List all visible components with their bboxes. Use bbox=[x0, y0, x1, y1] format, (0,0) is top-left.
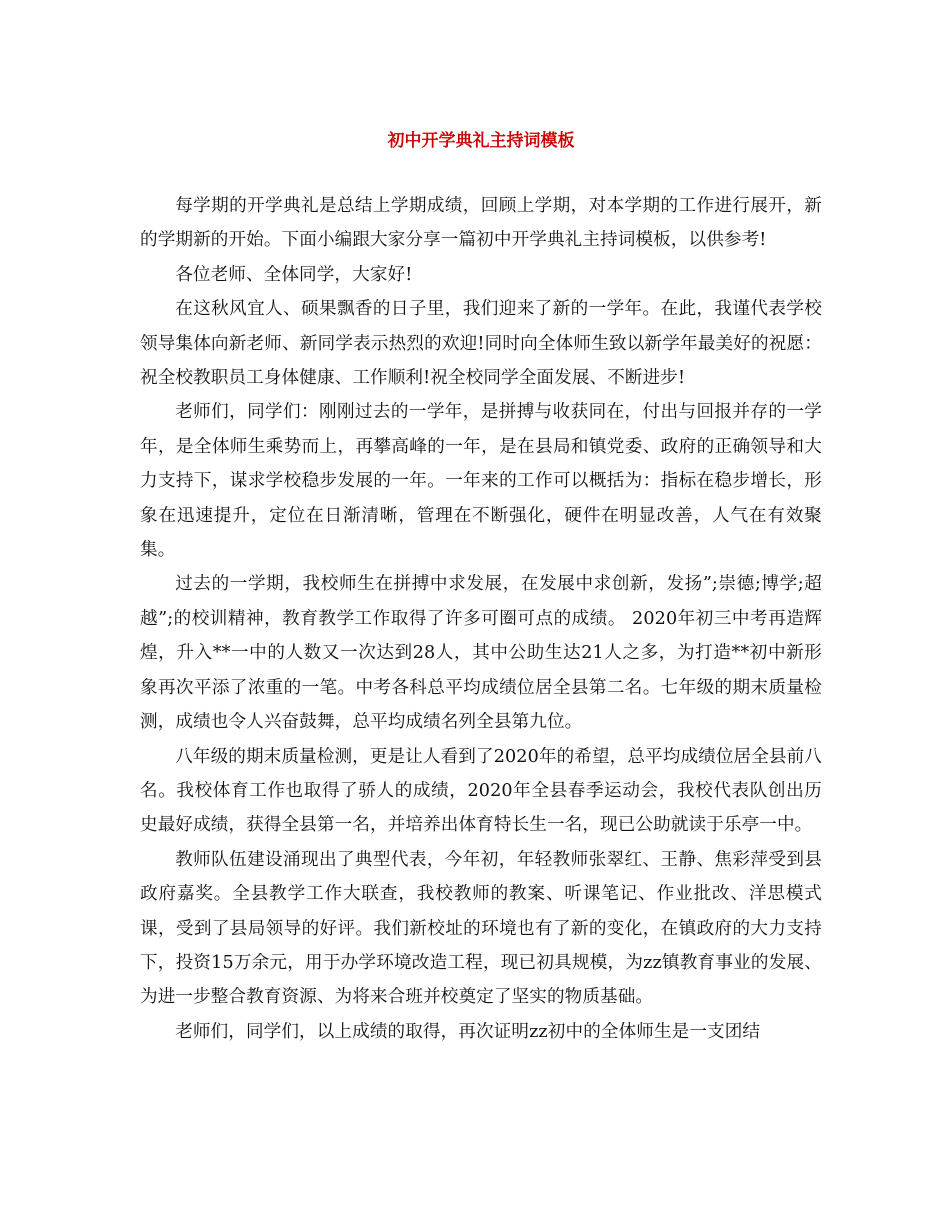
paragraph-year-review: 老师们，同学们：刚刚过去的一学年，是拼搏与收获同在，付出与回报并存的一学年，是全体师生乘势而上，再攀高峰的一年，是在县局和镇党委、政府的正确领导和大力支持下，谋求学校稳步发展的一年。一年来的工作可以概括为：指标在稳步增长，形象在迅速提升，定位在日渐清晰，管理在不断强化，硬件在明显改善，人气在有效聚集。 bbox=[140, 402, 822, 561]
paragraph-greeting: 各位老师、全体同学，大家好! bbox=[175, 264, 413, 285]
document-body bbox=[140, 189, 822, 1049]
paragraph-grade-eight-sports: 八年级的期末质量检测，更是让人看到了2020年的希望，总平均成绩位居全县前八名。我校体育工作也取得了骄人的成绩，2020年全县春季运动会，我校代表队创出历史最好成绩，获得全县第一名，并培养出体育特长生一名，现已公助就读于乐亭一中。 bbox=[140, 746, 822, 836]
document-title: 初中开学典礼主持词模板 bbox=[387, 131, 575, 151]
paragraph-exam-results: 过去的一学期，我校师生在拼搏中求发展，在发展中求创新，发扬”;崇德;博学;超越”;的校训精神，教育教学工作取得了许多可圈可点的成绩。 2020年初三中考再造辉煌，升入**一中的人数又一次达到28人，其中公助生达21人之多，为打造**初中新形象再次平添了浓重的一笔。中考各科总平均成绩位居全县第二名。七年级的期末质量检测，成绩也令人兴奋鼓舞，总平均成绩名列全县第九位。 bbox=[140, 574, 822, 733]
paragraph-intro: 每学期的开学典礼是总结上学期成绩，回顾上学期，对本学期的工作进行展开，新的学期新的开始。下面小编跟大家分享一篇初中开学典礼主持词模板，以供参考! bbox=[140, 196, 822, 251]
paragraph-welcome: 在这秋风宜人、硕果飘香的日子里，我们迎来了新的一学年。在此，我谨代表学校领导集体向新老师、新同学表示热烈的欢迎!同时向全体师生致以新学年最美好的祝愿：祝全校教职员工身体健康、工作顺利!祝全校同学全面发展、不断进步! bbox=[140, 299, 822, 389]
paragraph-teachers-campus: 教师队伍建设涌现出了典型代表，今年初，年轻教师张翠红、王静、焦彩萍受到县政府嘉奖。全县教学工作大联查，我校教师的教案、听课笔记、作业批改、洋思模式课，受到了县局领导的好评。我们新校址的环境也有了新的变化，在镇政府的大力支持下，投资15万余元，用于办学环境改造工程，现已初具规模，为zz镇教育事业的发展、为进一步整合教育资源、为将来合班并校奠定了坚实的物质基础。 bbox=[140, 849, 822, 1008]
paragraph-closing: 老师们，同学们，以上成绩的取得，再次证明zz初中的全体师生是一支团结 bbox=[175, 1021, 761, 1042]
